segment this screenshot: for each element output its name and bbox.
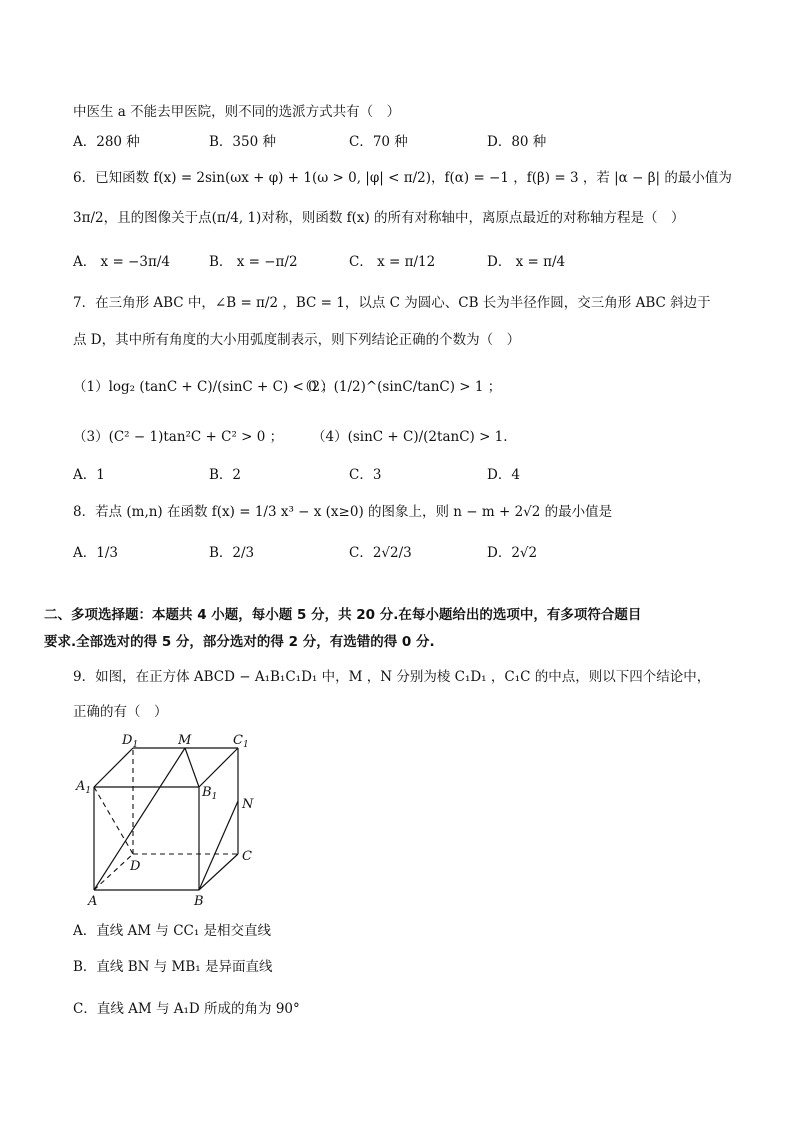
edge-a1-d1	[94, 748, 133, 787]
edge-b1-c1	[199, 748, 238, 787]
q7-line-2: 点 D，其中所有角度的大小用弧度制表示，则下列结论正确的个数为（ ）	[73, 332, 521, 348]
q8-option-c[interactable]: C．2√2/3	[349, 545, 412, 561]
q6-option-c[interactable]: C． x = π/12	[349, 254, 436, 270]
label-d: D	[130, 859, 141, 874]
q8-option-a[interactable]: A．1/3	[73, 545, 118, 561]
q6-min-value: 3π/2	[73, 210, 104, 226]
label-c: C	[242, 849, 252, 864]
q7-option-b[interactable]: B．2	[209, 467, 242, 483]
q5-tail: 中医生 a 不能去甲医院，则不同的选派方式共有（ ）	[73, 104, 401, 120]
section-2-heading-line-2: 要求.全部选对的得 5 分，部分选对的得 2 分，有选错的得 0 分.	[44, 634, 435, 650]
q6-point: (π/4, 1)	[211, 210, 262, 226]
label-b: B	[194, 894, 204, 908]
q9-option-b[interactable]: B．直线 BN 与 MB₁ 是异面直线	[73, 959, 273, 975]
q5-option-d[interactable]: D．80 种	[487, 134, 547, 150]
label-c1: $C_1$	[233, 733, 249, 750]
q8-option-d[interactable]: D．2√2	[487, 545, 538, 561]
section-2-heading-line-1: 二、多项选择题：本题共 4 小题，每小题 5 分，共 20 分.在每小题给出的选项中，有多项符合题目	[44, 607, 642, 623]
q8-stem: 8．若点 (m,n) 在函数 f(x) = 1/3 x³ − x (x≥0) 的图象上，则 n − m + 2√2 的最小值是	[73, 504, 613, 520]
label-d1: $D_1$	[122, 733, 139, 750]
q6-option-b[interactable]: B． x = −π/2	[209, 254, 298, 270]
q7-option-a[interactable]: A．1	[73, 467, 105, 483]
edge-b-c	[199, 854, 238, 890]
segment-a1-d-hidden	[94, 787, 133, 854]
q9-option-a[interactable]: A．直线 AM 与 CC₁ 是相交直线	[73, 923, 272, 939]
q7-option-d[interactable]: D．4	[487, 467, 520, 483]
q6-option-d[interactable]: D． x = π/4	[487, 254, 566, 270]
label-m: M	[178, 733, 192, 748]
q6-line-2	[73, 208, 685, 228]
q7-statement-4: （4）(sinC + C)/(2tanC) > 1.	[312, 429, 508, 445]
q7-option-c[interactable]: C．3	[349, 467, 382, 483]
q9-line-1: 9．如图，在正方体 ABCD − A₁B₁C₁D₁ 中，M ，N 分别为棱 C₁D₁ ，C₁C 的中点，则以下四个结论中，	[73, 669, 711, 685]
q5-option-b[interactable]: B．350 种	[209, 134, 276, 150]
q8-option-b[interactable]: B．2/3	[209, 545, 255, 561]
label-n: N	[242, 797, 254, 812]
q9-line-2: 正确的有（ ）	[73, 704, 168, 720]
q5-options	[73, 132, 713, 152]
q7-options	[73, 465, 713, 485]
q5-option-c[interactable]: C．70 种	[349, 134, 408, 150]
cube-figure	[70, 728, 270, 908]
label-b1: $B_1$	[202, 785, 218, 802]
label-a: A	[88, 894, 98, 908]
q5-option-a[interactable]: A．280 种	[73, 134, 140, 150]
q6-text-b: 对称，则函数 f(x) 的所有对称轴中，离原点最近的对称轴方程是（ ）	[261, 210, 685, 226]
label-a1: $A_1$	[76, 779, 92, 796]
q9-option-c[interactable]: C．直线 AM 与 A₁D 所成的角为 90°	[73, 1001, 300, 1017]
q6-function: 6．已知函数 f(x) = 2sin(ωx + φ) + 1	[73, 170, 312, 186]
q7-statement-2: （2）(1/2)^(sinC/tanC) > 1 ；	[298, 379, 502, 395]
segment-m-b1	[185, 748, 199, 787]
q7-statement-1: （1）log₂ (tanC + C)/(sinC + C) < 0 ；	[73, 379, 335, 395]
segment-b-n	[199, 801, 238, 890]
q7-line-1: 7．在三角形 ABC 中，∠B = π/2 ，BC = 1，以点 C 为圆心、CB 长为半径作圆，交三角形 ABC 斜边于	[73, 295, 711, 311]
q7-statement-3: （3）(C² − 1)tan²C + C² > 0 ；	[73, 429, 284, 445]
q6-options	[73, 252, 713, 272]
q6-condition: (ω > 0, |φ| < π/2)	[311, 170, 431, 186]
q6-text-a: ，且的图像关于点	[103, 210, 212, 226]
q8-options	[73, 543, 713, 563]
q6-line-1	[73, 168, 732, 188]
q6-given: ，f(α) = −1 ，f(β) = 3 ，若 |α − β| 的最小值为	[431, 170, 732, 186]
q6-option-a[interactable]: A． x = −3π/4	[73, 254, 170, 270]
